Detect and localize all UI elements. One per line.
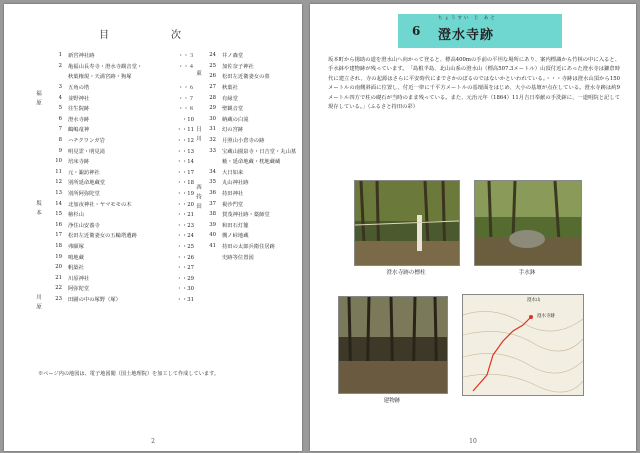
toc-entry-title: 阿弥陀堂 <box>68 286 90 293</box>
toc-entry <box>202 209 302 220</box>
toc-entry-page: ・・21 <box>176 212 194 219</box>
toc-entry-title: 聖観音堂 <box>222 106 244 113</box>
toc-entry <box>48 92 194 103</box>
toc-entry <box>202 71 302 82</box>
toc-entry-title: 培床寺跡 <box>68 159 90 166</box>
toc-entry-title: 元・諏訪神社 <box>68 169 100 176</box>
toc-entry <box>202 135 302 146</box>
toc-entry-title: 秋葉権現・天満宮跡・狗塚 <box>68 74 132 81</box>
toc-entry-num: 8 <box>58 137 62 144</box>
toc-entry <box>48 272 194 283</box>
region-label: 川原 <box>35 294 41 313</box>
toc-entry-page: ・・７ <box>178 95 194 102</box>
toc-title: 目 次 <box>99 30 207 41</box>
toc-entry-num: 41 <box>209 242 216 249</box>
toc-entry-num: 4 <box>58 94 62 101</box>
toc-entry-num: 34 <box>209 168 216 175</box>
toc-entry-title: 加佐奈子神社 <box>222 63 254 70</box>
toc-entry-num: 25 <box>209 62 216 69</box>
toc-entry-title: 別所阿弥陀堂 <box>68 191 100 198</box>
photo-signpost <box>354 180 460 266</box>
toc-entry-title: 浄住山安養寺 <box>68 222 100 229</box>
toc-entry <box>202 177 302 188</box>
toc-entry-num: 5 <box>58 105 62 112</box>
caption-washbasin: 手水鉢 <box>518 270 536 276</box>
toc-entry <box>48 124 194 135</box>
toc-entry-title: 持田神社 <box>222 191 244 198</box>
photo-washbasin <box>474 180 582 266</box>
toc-entry-num: 23 <box>55 295 62 302</box>
toc-entry-num: 9 <box>58 147 62 154</box>
toc-entry-num: 31 <box>209 126 216 133</box>
toc-entry-title: 別所延命地蔵堂 <box>68 180 106 187</box>
toc-entry-title: 帆築社 <box>68 265 84 272</box>
caption-building-site: 建物跡 <box>383 398 401 404</box>
toc-entry-title: 薮・延命地蔵・枕地蔵蔵 <box>222 159 281 166</box>
toc-entry-num: 29 <box>209 105 216 112</box>
toc-entry-title: 納蔵の白滝 <box>222 116 249 123</box>
region-label: 西持田 <box>195 184 201 213</box>
toc-entry-title: 檜杉山 <box>68 212 84 219</box>
toc-entry-title: 和田石灯籠 <box>222 222 249 229</box>
toc-entry <box>48 167 194 178</box>
toc-entry-page: ・・13 <box>176 148 194 155</box>
toc-entry-num: 26 <box>209 73 216 80</box>
map-label: 澄水寺跡 <box>537 314 555 319</box>
toc-entry-title: 並野神社 <box>68 95 90 102</box>
toc-entry-num: 40 <box>209 232 216 239</box>
toc-entry-title: 賀茂神社跡・薬師堂 <box>222 212 270 219</box>
photo-building-site <box>338 296 448 394</box>
toc-entry <box>48 71 194 82</box>
toc-entry-num: 16 <box>55 221 62 228</box>
toc-entry-page: ・・４ <box>178 63 194 70</box>
toc-entry-title: 大日如来 <box>222 169 244 176</box>
toc-entry-num: 17 <box>55 232 62 239</box>
toc-entry-title: ハチクワンガ岩 <box>68 138 105 145</box>
title-ruby: ちょうすい じ あと <box>438 16 497 21</box>
toc-entry-title: 宝蔵山園泉寺・日吉堂・丸山墓 <box>222 148 297 155</box>
toc-entry-page: ・10 <box>181 116 194 123</box>
toc-entry-title: 川原神社 <box>68 275 90 282</box>
map-label: 澄水山 <box>527 298 541 303</box>
toc-entry-num: 32 <box>209 137 216 144</box>
toc-entry-title: 有縁堂 <box>222 95 238 102</box>
toc-entry <box>202 61 302 72</box>
toc-entry-title: 持田の太郎兵衛住居跡 <box>222 243 275 250</box>
toc-entry-title: 鳴地蔵 <box>68 254 84 261</box>
toc-entry <box>202 251 302 262</box>
toc-entry-num: 27 <box>209 84 216 91</box>
region-label: 福原 <box>35 90 41 109</box>
toc-entry <box>48 283 194 294</box>
toc-entry <box>202 241 302 252</box>
toc-entry <box>202 145 302 156</box>
toc-entry-title: 秋葉社 <box>222 85 238 92</box>
toc-entry-title: 田圃の中の塚野（塚） <box>68 296 121 303</box>
toc-entry <box>48 156 194 167</box>
toc-entry <box>48 241 194 252</box>
toc-entry-num: 36 <box>209 190 216 197</box>
toc-entry-title: 新宮神社跡 <box>68 53 95 60</box>
toc-entry-page: ・・29 <box>176 275 194 282</box>
toc-entry-title: 松田左近衛妻女の五輪塔遺跡 <box>68 233 137 240</box>
toc-entry <box>48 220 194 231</box>
toc-entry <box>202 103 302 114</box>
toc-entry-title: 丸山神社跡 <box>222 180 249 187</box>
page-number: 10 <box>469 438 477 445</box>
toc-entry-page: ・・14 <box>176 159 194 166</box>
toc-entry <box>48 262 194 273</box>
toc-entry-num: 14 <box>55 200 62 207</box>
toc-entry <box>202 198 302 209</box>
toc-entry <box>48 61 194 72</box>
toc-entry-num: 12 <box>55 179 62 186</box>
toc-entry-num: 21 <box>55 274 62 281</box>
toc-entry <box>202 124 302 135</box>
toc-entry-page: ・・26 <box>176 254 194 261</box>
toc-entry-title: 松田左近衛妻女の墓 <box>222 74 270 81</box>
toc-entry-page: ・・30 <box>176 286 194 293</box>
toc-entry-title: 幻の宮跡 <box>222 127 244 134</box>
toc-entry-num: 15 <box>55 211 62 218</box>
toc-entry-num: 30 <box>209 115 216 122</box>
toc-entry-title: 史跡等位置図 <box>222 254 254 261</box>
page-number: 2 <box>151 438 155 445</box>
region-label: 日川 <box>195 126 201 145</box>
toc-entry-page: ・・３ <box>178 53 194 60</box>
toc-entry <box>48 145 194 156</box>
toc-entry-num: 22 <box>55 285 62 292</box>
toc-entry-title: 澄水寺跡 <box>68 116 90 123</box>
toc-entry <box>202 188 302 199</box>
toc-entry-num: 6 <box>58 115 62 122</box>
toc-entry <box>202 220 302 231</box>
toc-entry <box>202 156 302 167</box>
toc-entry-num: 37 <box>209 200 216 207</box>
toc-column-1 <box>48 50 194 304</box>
toc-footnote: ※ページ内の地図は、電子地図閲（国土地理院）を加工して作成しています。 <box>38 371 220 377</box>
toc-entry-title: 井ノ森堂 <box>222 53 244 60</box>
toc-entry <box>202 50 302 61</box>
toc-entry-num: 1 <box>58 52 62 59</box>
toc-entry-title: 亀福山長寿寺・澄水寺観音堂・ <box>68 63 143 70</box>
toc-entry-num: 38 <box>209 211 216 218</box>
toc-entry <box>48 103 194 114</box>
toc-entry-title: 明見霊・明見滝 <box>68 148 106 155</box>
region-label: 坂本 <box>35 200 41 219</box>
toc-entry <box>48 114 194 125</box>
toc-entry <box>48 177 194 188</box>
toc-entry-page: ・・６ <box>178 85 194 92</box>
toc-entry-num: 10 <box>55 158 62 165</box>
toc-entry <box>48 198 194 209</box>
toc-entry <box>48 50 194 61</box>
toc-entry-page: ・・20 <box>176 201 194 208</box>
toc-entry-num: 33 <box>209 147 216 154</box>
location-map <box>462 294 584 396</box>
caption-signpost: 澄水寺跡の標柱 <box>386 270 426 276</box>
toc-entry-num: 39 <box>209 221 216 228</box>
article-page <box>310 4 636 451</box>
toc-entry-num: 11 <box>55 168 62 175</box>
chapter-banner <box>398 14 562 48</box>
article-body: 坂本町から揚助の道を澄水山へ向かって登ると、標高400mの手前の平坦な場所にあり、案内標識から竹林の中に入ると、手水鉢や建物跡が残っています。 「島根半島、北山山系の澄水山（標高507.3メートル）山頂付近にあった澄水寺は鎌倉時代に建立され、寺の起源はさらに平安時代にまでさかのぼるのではないかといわれている。・・・寺跡は澄水山頂から150メートルの南側斜面に位置し、付近一帯に千平方メートルの基壇面をはじめ、大小の基壇が点在している。澄水寺跡は約9メートル四方で柱の礎石が当時のまま残っている。また、元治元年（1864）11月吉日奉献の手洗鉢に、一道明院と記して現存している。」（ふるさと持田の彩） <box>328 57 620 111</box>
toc-entry-page: ・・27 <box>176 265 194 272</box>
toc-entry-title: 弗願塚 <box>68 243 84 250</box>
toc-entry-page: ・・12 <box>176 138 194 145</box>
toc-entry-page: ・・24 <box>176 233 194 240</box>
toc-entry-num: 35 <box>209 179 216 186</box>
toc-entry-title: 五角の塔 <box>68 85 90 92</box>
toc-entry-page: ・・25 <box>176 243 194 250</box>
toc-entry-page: ・・31 <box>176 296 194 303</box>
toc-entry-num: 7 <box>58 126 62 133</box>
chapter-number: 6 <box>412 24 421 38</box>
toc-entry-num: 28 <box>209 94 216 101</box>
toc-entry-title: 槻ノ峠地蔵 <box>222 233 249 240</box>
toc-entry <box>48 82 194 93</box>
toc-entry <box>202 167 302 178</box>
toc-entry-num: 24 <box>209 52 216 59</box>
toc-entry <box>202 92 302 103</box>
toc-entry-num: 3 <box>58 84 62 91</box>
toc-entry-num: 20 <box>55 264 62 271</box>
toc-entry <box>48 209 194 220</box>
toc-entry <box>202 114 302 125</box>
toc-column-2 <box>202 50 302 262</box>
toc-entry-title: 北加夜神社・ヤマモモの木 <box>68 201 132 208</box>
toc-entry-page: ・・11 <box>176 127 194 134</box>
toc-page <box>4 4 302 451</box>
toc-entry-page: ・・23 <box>176 222 194 229</box>
toc-columns <box>34 50 297 340</box>
toc-entry-num: 19 <box>55 253 62 260</box>
toc-entry-title: 鶴嶋竜神 <box>68 127 90 134</box>
toc-entry-page: ・・19 <box>176 191 194 198</box>
chapter-title: 澄水寺跡 <box>438 28 495 43</box>
toc-entry-title: 視沙門堂 <box>222 201 244 208</box>
toc-entry-num: 2 <box>58 62 62 69</box>
toc-entry <box>48 294 194 305</box>
toc-entry <box>48 135 194 146</box>
toc-entry-num: 18 <box>55 242 62 249</box>
toc-entry <box>48 230 194 241</box>
toc-entry <box>48 188 194 199</box>
toc-entry <box>202 82 302 93</box>
toc-entry-title: 往生院跡 <box>68 106 90 113</box>
toc-entry-title: 月照山小倉寺の跡 <box>222 138 265 145</box>
toc-entry-page: ・・18 <box>176 180 194 187</box>
toc-entry <box>48 251 194 262</box>
toc-entry-page: ・・８ <box>178 106 194 113</box>
toc-entry-num: 13 <box>55 190 62 197</box>
toc-entry-page: ・・17 <box>176 169 194 176</box>
region-label: 東 <box>195 70 201 80</box>
toc-entry <box>202 230 302 241</box>
